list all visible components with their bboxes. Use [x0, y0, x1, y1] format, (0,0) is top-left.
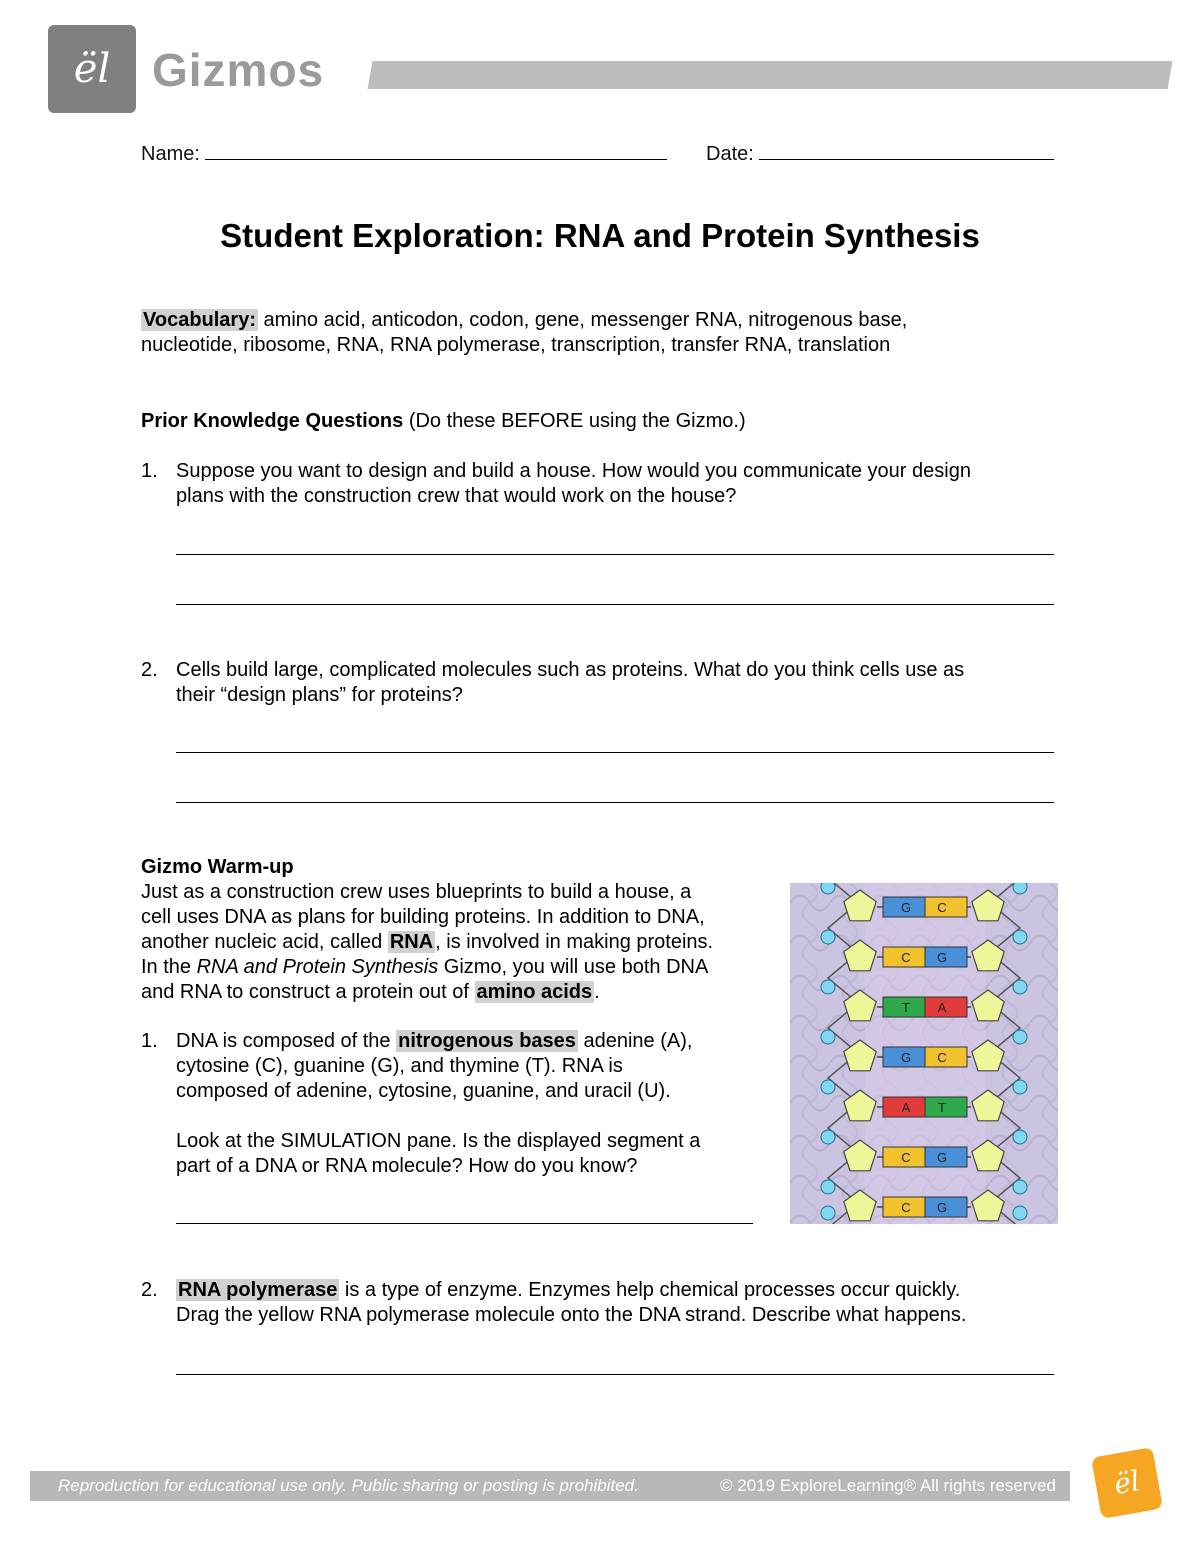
base-left-label: C: [901, 1200, 911, 1215]
answer-line[interactable]: [176, 1223, 753, 1224]
term-rna: RNA: [389, 931, 434, 953]
base-left-label: G: [900, 1050, 912, 1065]
answer-line[interactable]: [176, 604, 1054, 605]
answer-line[interactable]: [176, 802, 1054, 803]
warmup-q1-line4: Look at the SIMULATION pane. Is the displayed segment a: [176, 1130, 701, 1152]
prior-q2-line2: their “design plans” for proteins?: [176, 684, 463, 706]
warmup-q1-number: 1.: [141, 1030, 158, 1052]
name-label: Name:: [141, 143, 200, 165]
warmup-q1-line3: composed of adenine, cytosine, guanine, and uracil (U).: [176, 1080, 671, 1102]
base-right-label: T: [938, 1100, 946, 1115]
vocabulary-line2: nucleotide, ribosome, RNA, RNA polymerase, transcription, transfer RNA, translation: [141, 334, 891, 356]
phosphate-right: [1013, 1030, 1027, 1044]
vocabulary-label: Vocabulary:: [143, 309, 256, 331]
warmup-q1-line1a: DNA is composed of the: [176, 1030, 397, 1052]
gizmo-name: RNA and Protein Synthesis: [196, 956, 439, 978]
answer-line[interactable]: [176, 1374, 1054, 1375]
base-right: [925, 1097, 967, 1117]
date-field: [706, 143, 1054, 166]
warmup-q1-text: [176, 1029, 776, 1179]
warmup-heading: Gizmo Warm-up: [141, 856, 294, 878]
vocabulary-line1: amino acid, anticodon, codon, gene, messenger RNA, nitrogenous base,: [258, 309, 908, 331]
warmup-paragraph: [141, 880, 781, 1005]
warmup-line2: cell uses DNA as plans for building proteins. In addition to DNA,: [141, 906, 705, 928]
term-nitrogenous-bases: nitrogenous bases: [398, 1030, 576, 1052]
explorelearning-logo-icon: ël: [1091, 1447, 1163, 1519]
dna-diagram: [790, 883, 1058, 1224]
base-right-label: G: [936, 1150, 948, 1165]
footer-copyright-notice: Reproduction for educational use only. Public sharing or posting is prohibited.: [58, 1476, 639, 1495]
phosphate-right: [1013, 1206, 1027, 1220]
term-rna-polymerase: RNA polymerase: [178, 1279, 338, 1301]
warmup-q1-line1b: adenine (A),: [577, 1030, 693, 1052]
phosphate-right: [1013, 1180, 1027, 1194]
phosphate-left: [821, 1080, 835, 1094]
base-left-label: C: [901, 1150, 911, 1165]
phosphate-left: [821, 930, 835, 944]
name-field: [141, 143, 667, 166]
base-left-label: T: [902, 1000, 910, 1015]
base-right-label: G: [936, 950, 948, 965]
warmup-q1-line5: part of a DNA or RNA molecule? How do you know?: [176, 1155, 638, 1177]
base-left-label: C: [901, 950, 911, 965]
warmup-line3a: another nucleic acid, called: [141, 931, 388, 953]
warmup-q2-text: [176, 1278, 1076, 1328]
phosphate-left: [821, 1206, 835, 1220]
base-left-label: G: [900, 900, 912, 915]
warmup-q2-line2: Drag the yellow RNA polymerase molecule onto the DNA strand. Describe what happens.: [176, 1304, 967, 1326]
warmup-line4b: Gizmo, you will use both DNA: [438, 956, 709, 978]
date-blank[interactable]: [759, 159, 1054, 160]
prior-q2-line1: Cells build large, complicated molecules such as proteins. What do you think cells use as: [176, 659, 965, 681]
phosphate-left: [821, 1180, 835, 1194]
warmup-line3b: , is involved in making proteins.: [435, 931, 714, 953]
base-right-label: A: [937, 1000, 947, 1015]
prior-heading-label: Prior Knowledge Questions: [141, 410, 404, 432]
brand-name: Gizmos: [152, 44, 325, 96]
phosphate-left: [821, 1030, 835, 1044]
phosphate-left: [821, 980, 835, 994]
base-right-label: C: [937, 900, 947, 915]
phosphate-right: [1013, 883, 1027, 894]
prior-heading-note: (Do these BEFORE using the Gizmo.): [403, 410, 746, 432]
phosphate-right: [1013, 930, 1027, 944]
base-left-label: A: [901, 1100, 911, 1115]
phosphate-left: [821, 883, 835, 894]
gizmos-logo-icon: ël: [48, 25, 136, 113]
name-blank[interactable]: [205, 159, 667, 160]
phosphate-right: [1013, 980, 1027, 994]
base-right-label: G: [936, 1200, 948, 1215]
phosphate-left: [821, 1130, 835, 1144]
prior-q1-text: [176, 459, 1056, 509]
term-amino-acids: amino acids: [476, 981, 593, 1003]
warmup-q2-number: 2.: [141, 1279, 158, 1301]
date-label: Date:: [706, 143, 754, 165]
warmup-line1: Just as a construction crew uses blueprints to build a house, a: [141, 881, 692, 903]
answer-line[interactable]: [176, 554, 1054, 555]
header-bar: [368, 61, 1173, 89]
prior-q2-text: [176, 658, 1056, 708]
footer-rights: © 2019 ExploreLearning® All rights reserved: [720, 1476, 1056, 1495]
warmup-line5b: .: [594, 981, 600, 1003]
dna-simulation-image: [790, 883, 1058, 1224]
base-right-label: C: [937, 1050, 947, 1065]
page-title: Student Exploration: RNA and Protein Synthesis: [220, 217, 980, 254]
prior-q1-number: 1.: [141, 460, 158, 482]
phosphate-right: [1013, 1130, 1027, 1144]
warmup-line4a: In the: [141, 956, 197, 978]
prior-heading: [141, 409, 1041, 434]
prior-q1-line1: Suppose you want to design and build a house. How would you communicate your design: [176, 460, 971, 482]
warmup-line5a: and RNA to construct a protein out of: [141, 981, 475, 1003]
vocabulary-block: [141, 308, 1041, 358]
answer-line[interactable]: [176, 752, 1054, 753]
warmup-q2-line1b: is a type of enzyme. Enzymes help chemical processes occur quickly.: [339, 1279, 961, 1301]
prior-q2-number: 2.: [141, 659, 158, 681]
warmup-q1-line2: cytosine (C), guanine (G), and thymine (T). RNA is: [176, 1055, 623, 1077]
phosphate-right: [1013, 1080, 1027, 1094]
prior-q1-line2: plans with the construction crew that would work on the house?: [176, 485, 737, 507]
